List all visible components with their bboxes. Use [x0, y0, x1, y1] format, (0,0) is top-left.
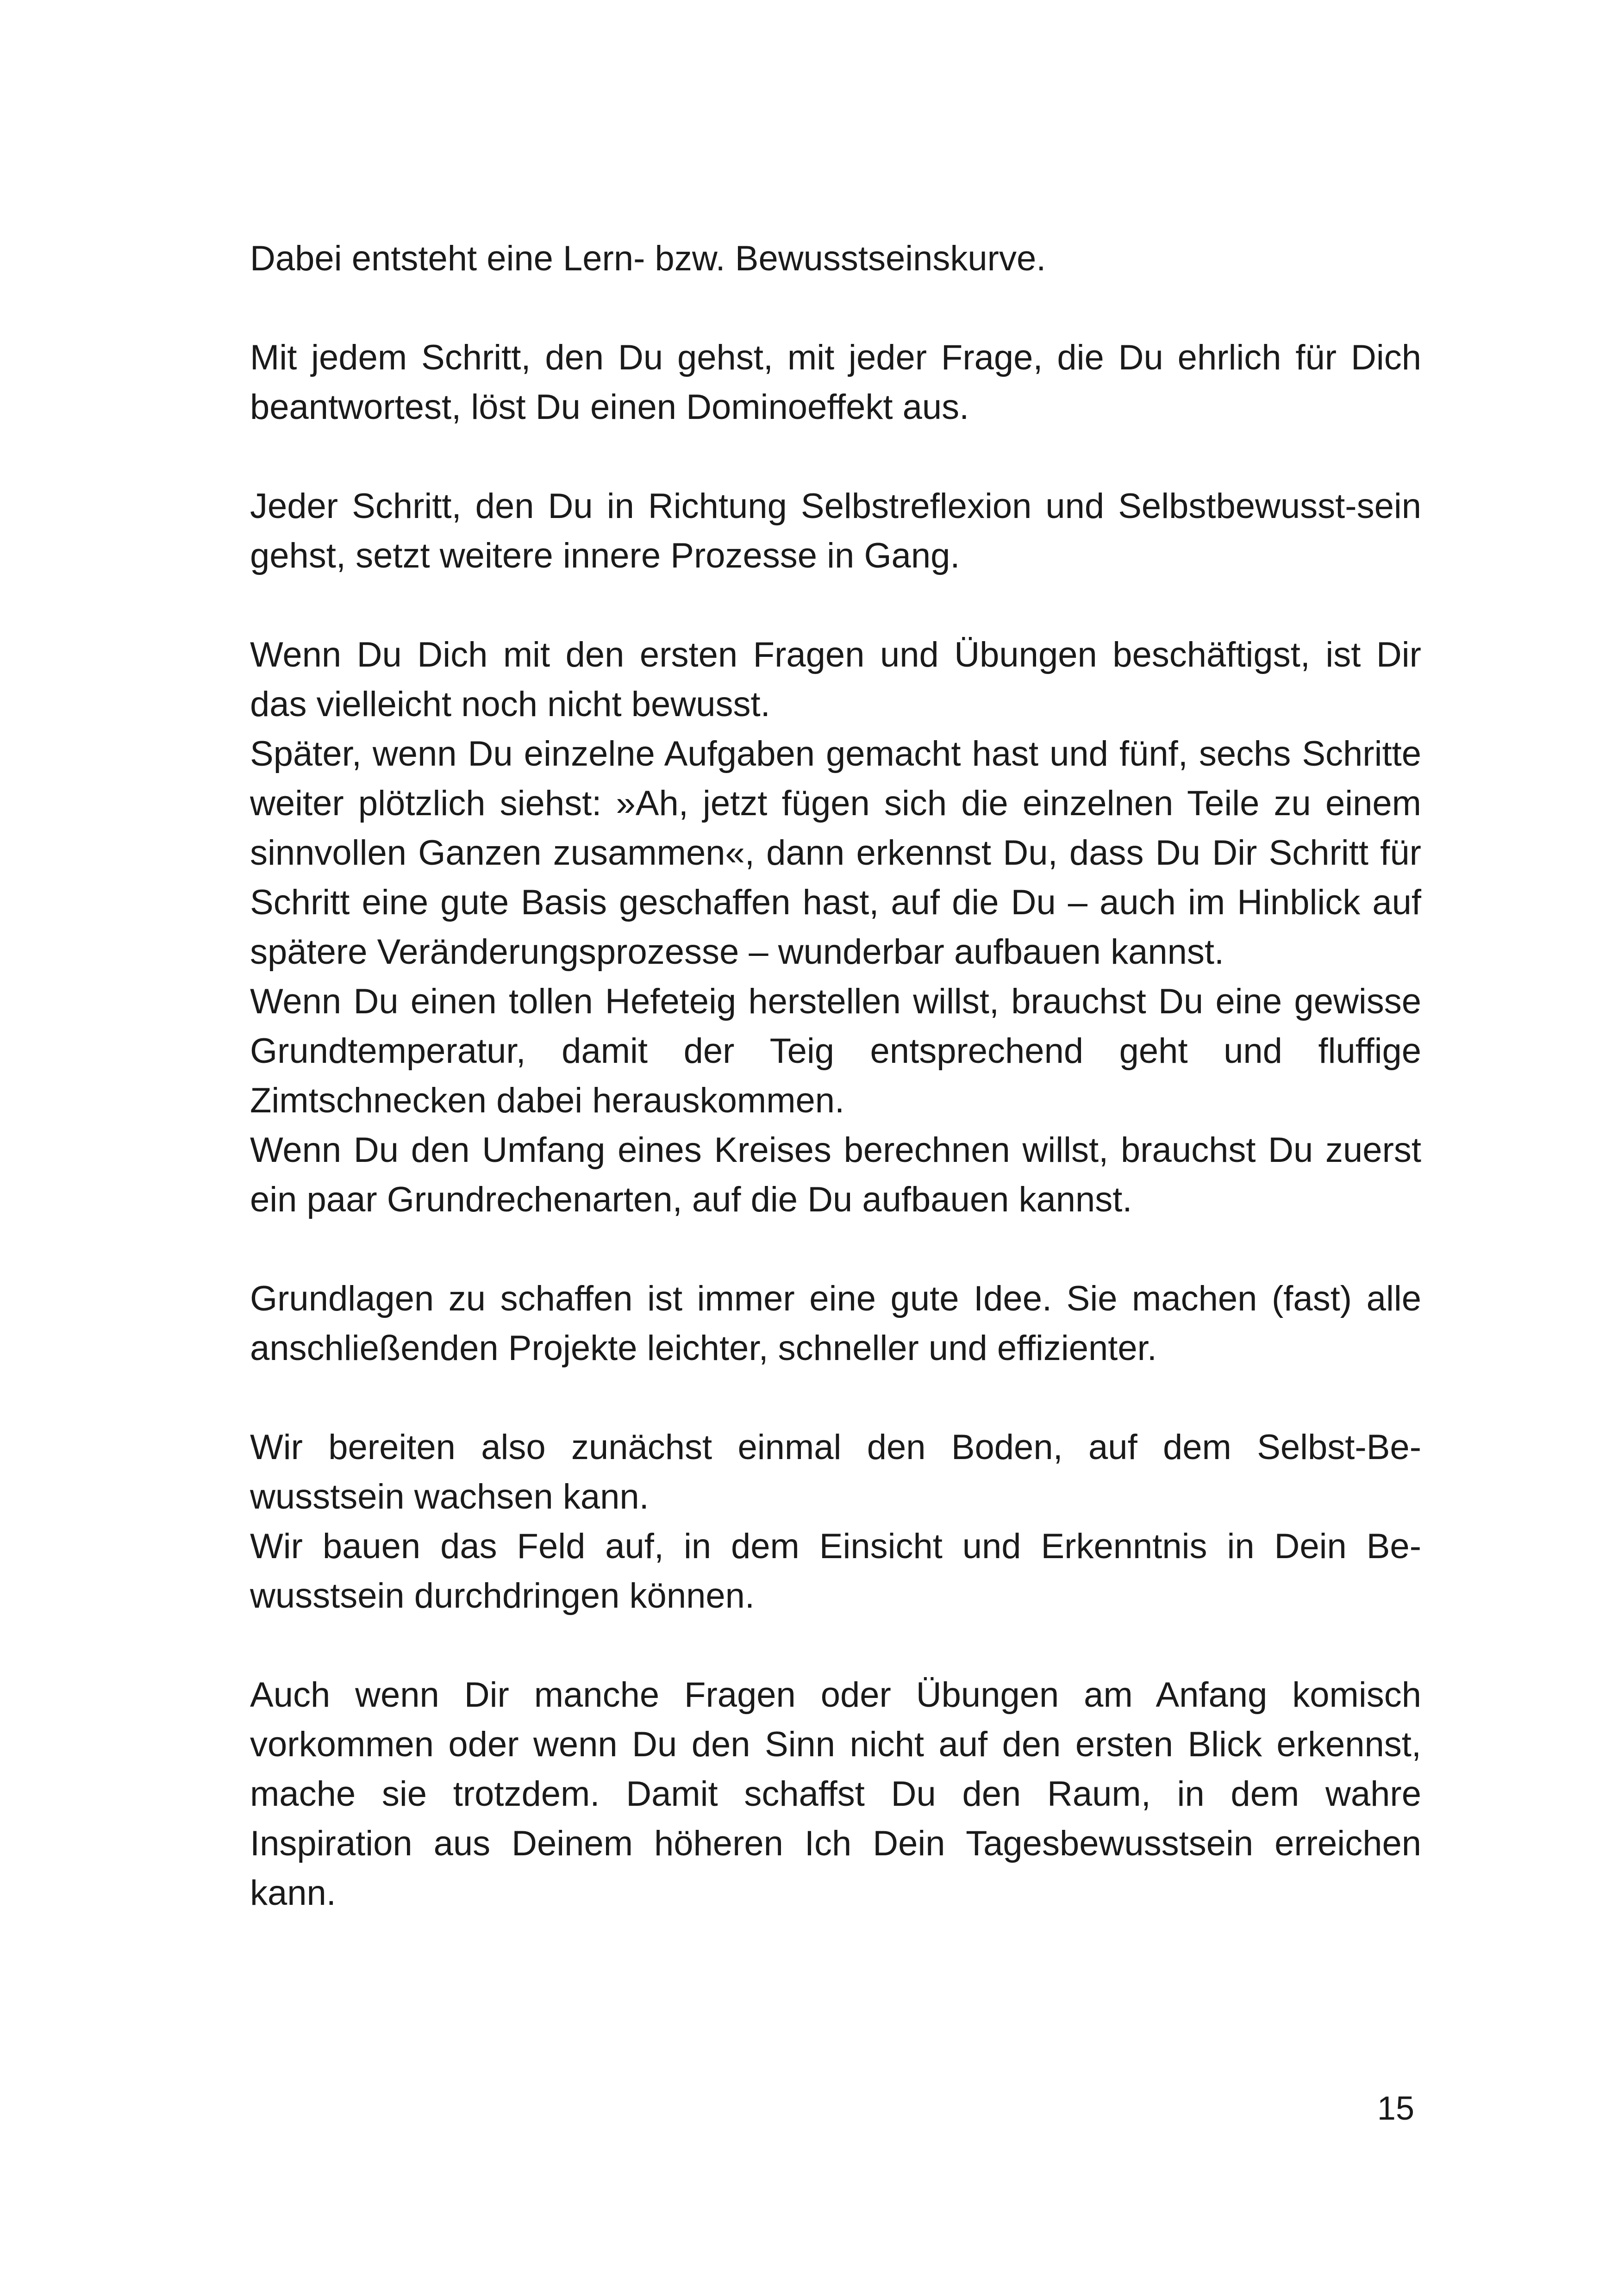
paragraph: Jeder Schritt, den Du in Richtung Selbstreflexion und Selbstbewusst-sein gehst, setzt weitere innere Prozesse in Gang. [250, 487, 1421, 575]
paragraph: Dabei entsteht eine Lern- bzw. Bewusstseinskurve. [250, 239, 1046, 278]
paragraph: Wir bauen das Feld auf, in dem Einsicht und Erkenntnis in Dein Bewusstsein durchdringen können. [250, 1527, 1421, 1616]
paragraph: Später, wenn Du einzelne Aufgaben gemacht hast und fünf, sechs Schritte weiter plötzlich siehst: »Ah, jetzt fügen sich die einzelnen Teile zu einem sinnvollen Ganzen zusammen«, dann erkennst Du, dass Du Dir Schritt für Schritt eine gute Basis geschaffen hast, auf die Du – auch im Hinblick auf spätere Veränderungsprozesse – wunderbar aufbauen kannst. [250, 734, 1421, 972]
paragraph: Grundlagen zu schaffen ist immer eine gute Idee. Sie machen (fast) alle anschließenden Projekte leichter, schneller und effizienter. [250, 1279, 1421, 1368]
body-text [250, 234, 1421, 1918]
paragraph: Wenn Du den Umfang eines Kreises berechnen willst, brauchst Du zuerst ein paar Grundrechenarten, auf die Du aufbauen kannst. [250, 1130, 1421, 1219]
paragraph: Auch wenn Dir manche Fragen oder Übungen am Anfang komisch vorkommen oder wenn Du den Sinn nicht auf den ersten Blick erkennst, mache sie trotzdem. Damit schaffst Du den Raum, in dem wahre Inspiration aus Deinem höheren Ich Dein Tagesbewusstsein erreichen kann. [250, 1675, 1421, 1913]
paragraph: Mit jedem Schritt, den Du gehst, mit jeder Frage, die Du ehrlich für Dich beantwortest, löst Du einen Dominoeffekt aus. [250, 338, 1421, 427]
paragraph: Wenn Du einen tollen Hefeteig herstellen willst, brauchst Du eine gewisse Grundtemperatur, damit der Teig entsprechend geht und fluffige Zimtschnecken dabei herauskommen. [250, 982, 1421, 1120]
paragraph: Wir bereiten also zunächst einmal den Boden, auf dem Selbst-Bewusstsein wachsen kann. [250, 1428, 1421, 1516]
paragraph: Wenn Du Dich mit den ersten Fragen und Übungen beschäftigst, ist Dir das vielleicht noch nicht bewusst. [250, 635, 1421, 724]
page-number: 15 [1377, 2090, 1414, 2127]
